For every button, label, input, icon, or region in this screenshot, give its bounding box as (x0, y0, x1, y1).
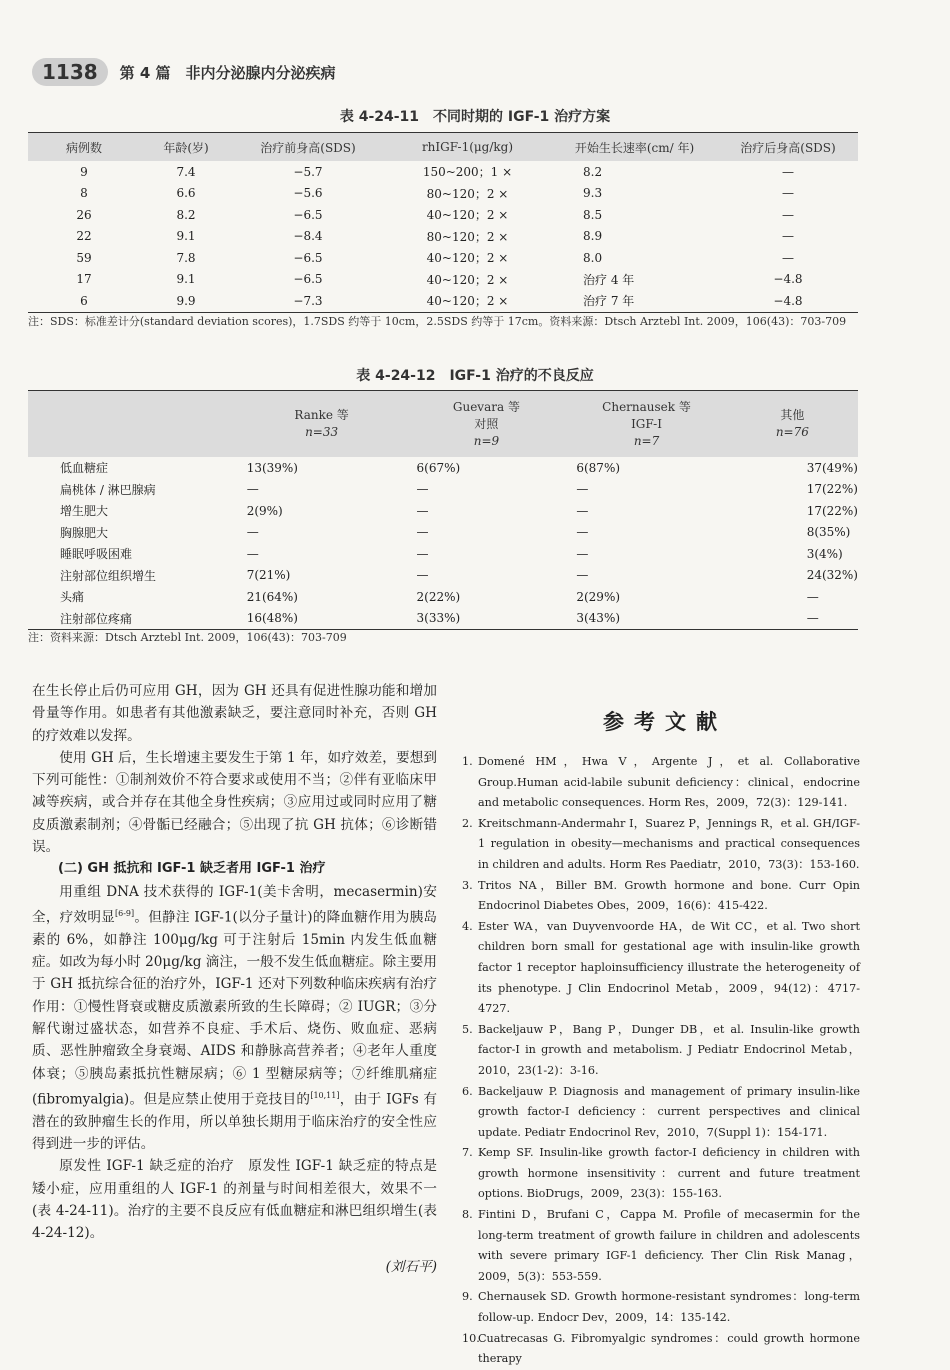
table-cell: 3(33%) (416, 611, 461, 626)
table-cell: 2(22%) (416, 589, 461, 604)
table-cell: 17(22%) (806, 503, 858, 518)
table-cell: 注射部位疼痛 (60, 611, 133, 626)
table-cell: 8.9 (583, 229, 603, 244)
table-cell: — (806, 589, 819, 604)
citation-marker: [6-9] (115, 908, 135, 918)
table-row (28, 269, 858, 291)
table-cell: — (246, 482, 259, 497)
reference-number: 6. (462, 1084, 473, 1098)
header-line: Ranke 等 (294, 408, 349, 422)
header-line: n=33 (305, 425, 339, 439)
paragraph: 在生长停止后仍可应用 GH，因为 GH 还具有促进性腺功能和增加骨量等作用。如患者有其他激素缺乏，要注意同时补充，否则 GH 的疗效难以发挥。 (32, 683, 437, 744)
table-cell: 头痛 (60, 590, 85, 605)
table-cell: — (416, 503, 429, 518)
table-row (28, 543, 858, 565)
table-row (28, 479, 858, 501)
table-cell: — (782, 207, 794, 222)
reference-text: Cuatrecasas G. Fibromyalgic syndromes：could growth hormone therapy (478, 1331, 860, 1366)
header-line: n=76 (775, 425, 809, 439)
table-cell: 22 (76, 229, 92, 244)
table1-note: 注：SDS：标准差计分(standard deviation scores)，1.7SDS 约等于 10cm，2.5SDS 约等于 17cm。资料来源：Dtsch Arztebl Int. 2009，106(43)：703-709 (28, 315, 847, 328)
reference-number: 7. (462, 1146, 473, 1160)
table-cell: — (576, 482, 589, 497)
t2-header-cell (237, 391, 407, 458)
header-line: 对照 (474, 416, 499, 431)
table-cell: 150~200；1 × (422, 165, 513, 180)
reference-item (462, 917, 860, 1020)
reference-number: 5. (462, 1022, 473, 1036)
author-name: (刘石平) (385, 1259, 437, 1276)
table-cell: 21(64%) (246, 589, 298, 604)
table-cell: 3(4%) (806, 546, 843, 561)
table-row (28, 500, 858, 522)
table-cell: — (782, 186, 794, 201)
t2-header-cell (28, 391, 237, 458)
t2-header-cell (566, 391, 726, 458)
paragraph: 原发性 IGF-1 缺乏症的治疗 原发性 IGF-1 缺乏症的特点是矮小症，应用重组的人 IGF-1 的剂量与时间相差很大，效果不一(表 4-24-11)。治疗的主要不良反应有低血糖症和淋巴组织增生(表 4-24-12)。 (32, 1158, 437, 1242)
table-row (28, 565, 858, 587)
table-cell: −5.7 (293, 164, 323, 179)
table-igf1-adverse-effects (28, 390, 858, 630)
table-cell: 40~120；2 × (426, 272, 509, 287)
table-cell: 6(87%) (576, 460, 621, 475)
table-cell: 注射部位组织增生 (60, 568, 157, 583)
table-cell: 9.1 (176, 272, 196, 287)
reference-number: 1. (462, 755, 473, 768)
table-row (28, 247, 858, 269)
table2-note: 注：资料来源：Dtsch Arztebl Int. 2009，106(43)：703-709 (28, 631, 347, 644)
table-cell: 9.9 (176, 293, 196, 308)
reference-item (462, 752, 860, 814)
reference-text: Domené HM，Hwa V，Argente J，et al. Collaborative Group.Human acid-labile subunit deficiency：clinical，endocrine and metabolic consequences. Horm Res，2009，72(3)：129-141. (478, 755, 860, 810)
reference-text: Backeljauw P，Bang P，Dunger DB，et al. Insulin-like growth factor-I in growth and metabolism. J Pediatr Endocrinol Metab，2010，23(1-2)：3-16. (478, 1022, 860, 1077)
reference-item (462, 1020, 860, 1082)
table-cell: −6.5 (293, 250, 323, 265)
reference-item (462, 1287, 860, 1328)
table-cell: 睡眠呼吸困难 (60, 547, 133, 562)
reference-text: Kemp SF. Insulin-like growth factor-I deficiency in children with growth hormone insensitivity：current and future treatment options. BioDrugs，2009，23(3)：155-163. (478, 1146, 860, 1201)
header-line: IGF-I (631, 416, 662, 431)
table-row (28, 183, 858, 205)
t1-header-cell: 病例数 (28, 133, 140, 162)
table-cell: 7(21%) (246, 568, 291, 583)
reference-item (462, 814, 860, 876)
table-cell: 16(48%) (246, 611, 298, 626)
table1-caption: 表 4-24-11 不同时期的 IGF-1 治疗方案 (339, 109, 611, 125)
table-cell: 胸腺肥大 (60, 525, 109, 540)
table-cell: — (576, 503, 589, 518)
table-cell: — (416, 568, 429, 583)
table-cell: — (246, 525, 259, 540)
table-cell: 8(35%) (806, 525, 851, 540)
page-number: 1138 (32, 58, 108, 86)
table-cell: 17(22%) (806, 482, 858, 497)
paragraph: 用重组 DNA 技术获得的 IGF-1(美卡舍明，mecasermin)安全，疗效明显[6-9]。但静注 IGF-1(以分子量计)的降血糖作用为胰岛素的 6%，如静注 100μg/kg 可于注射后 15min 内发生低血糖症。如改为每小时 20μg/kg 滴注，一般不发生低血糖症。除主要用于 GH 抵抗综合征的治疗外，IGF-1 还对下列数种临床疾病有治疗作用：①慢性肾衰或糖皮质激素所致的生长障碍；② IUGR；③分解代谢过盛状态，如营养不良症、手术后、烧伤、败血症、恶病质、恶性肿瘤致全身衰竭、AIDS 和静脉高营养者；④老年人重度体衰；⑤胰岛素抵抗性糖尿病；⑥ 1 型糖尿病等；⑦纤维肌痛症(fibromyalgia)。但是应禁止使用于竞技目的[10,11]，由于 IGFs 有潜在的致肿瘤生长的作用，所以单独长期用于临床治疗的安全性应得到进一步的评估。 (32, 883, 438, 1152)
table-cell: 2(29%) (576, 589, 621, 604)
t1-header-cell: 开始生长速率(cm/ 年) (551, 133, 718, 162)
reference-number: 2. (462, 816, 473, 830)
table-cell: 17 (76, 272, 92, 287)
table-cell: 低血糖症 (60, 461, 109, 476)
table-igf1-regimens (28, 132, 858, 313)
table-cell: 59 (76, 250, 92, 265)
reference-item (462, 876, 860, 917)
t1-header-cell: rhIGF-1(μg/kg) (384, 133, 551, 162)
header-line: Guevara 等 (452, 399, 520, 414)
table-cell: 8.2 (176, 207, 196, 222)
reference-number: 3. (462, 878, 473, 892)
chapter-title: 第 4 篇 非内分泌腺内分泌疾病 (119, 63, 336, 82)
reference-item (462, 1082, 860, 1144)
t1-header-cell: 治疗后身高(SDS) (718, 133, 858, 162)
table-cell: 80~120；2 × (426, 229, 509, 244)
t1-header-cell: 治疗前身高(SDS) (232, 133, 384, 162)
table-row (28, 522, 858, 544)
table-row (28, 161, 858, 183)
table-cell: 40~120；2 × (426, 251, 509, 266)
table-cell: 40~120；2 × (426, 208, 509, 223)
table-cell: — (416, 482, 429, 497)
table-cell: −5.6 (293, 186, 323, 201)
t2-header-cell (407, 391, 567, 458)
reference-text: Fintini D，Brufani C，Cappa M. Profile of mecasermin for the long-term treatment of growth failure in children and adolescents with severe primary IGF-1 deficiency. Ther Clin Risk Manag，2009，5(3)：553-559. (478, 1208, 860, 1283)
table-cell: −7.3 (293, 293, 323, 308)
reference-number: 4. (462, 919, 473, 933)
table-cell: −4.8 (773, 293, 803, 308)
table-cell: 6 (80, 293, 88, 308)
table-row (28, 290, 858, 312)
table-row (28, 608, 858, 630)
t2-header-cell (727, 391, 858, 458)
references-list (462, 752, 860, 1370)
table-cell: — (416, 546, 429, 561)
header-line: Chernausek 等 (602, 399, 691, 414)
reference-text: Chernausek SD. Growth hormone-resistant syndromes：long-term follow-up. Endocr Dev，2009，14：135-142. (478, 1290, 860, 1325)
table-cell: 8.5 (583, 207, 603, 222)
table-row (28, 226, 858, 248)
table-cell: — (576, 568, 589, 583)
table2-caption: 表 4-24-12 IGF-1 治疗的不良反应 (356, 368, 594, 384)
reference-text: Backeljauw P. Diagnosis and management of primary insulin-like growth factor-I deficiency：current perspectives and clinical update. Pediatr Endocrinol Rev，2010，7(Suppl 1)：154-171. (478, 1084, 860, 1139)
table-cell: 40~120；2 × (426, 294, 509, 309)
table-cell: 8 (80, 186, 88, 201)
table-row (28, 586, 858, 608)
table-row (28, 457, 858, 479)
reference-number: 10. (462, 1331, 480, 1345)
table-cell: 9.3 (583, 186, 603, 201)
table-cell: — (782, 250, 794, 265)
reference-item (462, 1143, 860, 1205)
table-cell: 13(39%) (246, 460, 298, 475)
table-cell: −6.5 (293, 272, 323, 287)
table-cell: 80~120；2 × (426, 186, 509, 201)
header-line: 其他 (780, 408, 805, 422)
reference-item (462, 1329, 860, 1370)
table-cell: 治疗 4 年 (583, 272, 635, 287)
table-cell: — (806, 611, 819, 626)
table-cell: −6.5 (293, 207, 323, 222)
header-line: n=7 (633, 433, 660, 448)
table-cell: 9.1 (176, 229, 196, 244)
table-cell: 治疗 7 年 (583, 294, 635, 309)
reference-text: Kreitschmann-Andermahr I，Suarez P，Jennings R，et al. GH/IGF-1 regulation in obesity—mechanisms and practical consequences in children and adults. Horm Res Paediatr，2010，73(3)：153-160. (478, 816, 860, 871)
table-cell: — (782, 164, 794, 179)
reference-text: Tritos NA，Biller BM. Growth hormone and bone. Curr Opin Endocrinol Diabetes Obes，2009，16(6)：415-422. (478, 878, 860, 913)
citation-marker: [10,11] (310, 1090, 340, 1100)
reference-item (462, 1205, 860, 1287)
table-cell: 7.4 (176, 164, 196, 179)
table-cell: — (782, 229, 794, 244)
table-cell: 24(32%) (806, 568, 858, 583)
reference-text: Ester WA，van Duyvenvoorde HA，de Wit CC，et al. Two short children born small for gestational age with insulin-like growth factor 1 receptor haploinsufficiency illustrate the heterogeneity of its phenotype. J Clin Endocrinol Metab，2009，94(12)：4717-4727. (478, 919, 860, 1016)
section-subheading: (二) GH 抵抗和 IGF-1 缺乏者用 IGF-1 治疗 (58, 861, 326, 877)
table-cell: — (576, 546, 589, 561)
table-cell: — (576, 525, 589, 540)
table-cell: — (246, 546, 259, 561)
references-title: 参考文献 (603, 709, 727, 734)
table-cell: 2(9%) (246, 503, 283, 518)
paragraph: 使用 GH 后，生长增速主要发生于第 1 年，如疗效差，要想到下列可能性：①制剂效价不符合要求或使用不当；②伴有亚临床甲减等疾病，或合并存在其他全身性疾病；③应用过或同时应用了糖皮质激素制剂；④骨骺已经融合；⑤出现了抗 GH 抗体；⑥诊断错误。 (32, 749, 437, 856)
table-cell: −4.8 (773, 272, 803, 287)
reference-number: 9. (462, 1290, 473, 1304)
table-cell: 7.8 (176, 250, 196, 265)
table-row (28, 204, 858, 226)
body-text-column (32, 680, 437, 1279)
table-cell: −8.4 (293, 229, 323, 244)
table-cell: 8.0 (583, 250, 603, 265)
running-header (32, 58, 336, 86)
table-cell: 扁桃体 / 淋巴腺病 (60, 482, 156, 497)
table-cell: — (416, 525, 429, 540)
header-line: n=9 (473, 433, 500, 448)
table-cell: 增生肥大 (60, 504, 109, 519)
table-cell: 3(43%) (576, 611, 621, 626)
table-cell: 9 (80, 164, 88, 179)
table-cell: 8.2 (583, 164, 603, 179)
table-cell: 26 (76, 207, 92, 222)
table-cell: 37(49%) (806, 460, 858, 475)
t1-header-cell: 年龄(岁) (140, 133, 232, 162)
table-cell: 6.6 (176, 186, 196, 201)
table-cell: 6(67%) (416, 460, 461, 475)
reference-number: 8. (462, 1208, 473, 1222)
